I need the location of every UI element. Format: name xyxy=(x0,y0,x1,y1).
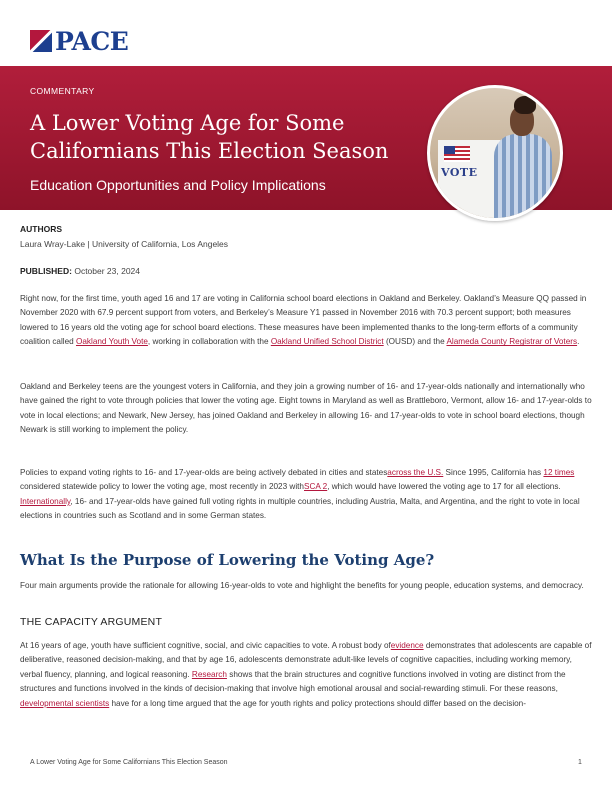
published-date: October 23, 2024 xyxy=(74,266,141,276)
logo-text: PACE xyxy=(55,26,129,56)
text: , 16- and 17-year-olds have gained full voting rights in multiple countries, including Austria, Malta, and Argentina, and the right to vote in local elections in countries such as Scotland and in some German states. xyxy=(20,496,580,521)
link-internationally[interactable]: Internationally xyxy=(20,496,71,506)
vote-sign: VOTE xyxy=(441,166,478,179)
paragraph-policies xyxy=(20,466,592,524)
page-number: 1 xyxy=(578,759,582,766)
link-across-us[interactable]: across the U.S. xyxy=(387,468,444,477)
page-title: A Lower Voting Age for Some Californians This Election Season xyxy=(30,111,389,163)
pace-logo-icon xyxy=(30,30,52,52)
link-alameda-registrar[interactable]: Alameda County Registrar of Voters xyxy=(446,337,578,347)
link-12-times[interactable]: 12 times xyxy=(543,468,575,477)
paragraph-capacity xyxy=(20,639,592,711)
voter-photo xyxy=(427,85,563,221)
text: Policies to expand voting rights to 16- and 17-year-olds are being actively debated in cities and states xyxy=(20,468,388,477)
text: Right now, for the first time, youth aged 16 and 17 are voting in California school board elections in Oakland and Berkeley. Oakland’s Measure QQ passed in November 2020 with 67.9 percent support from voters, and Berkeley’s Measure Y1 passed in November 2016 with 70.3 percent support; both measures lowered to 16 years old the voting age for school board elections. These measures have been implemented thanks to the long-term efforts of a community coalition called xyxy=(20,294,587,347)
text: shows that the brain structures and cognitive functions involved in voting are distinct from the structures and functions involved in the kinds of decision-making that involve high emotional arousal and social-rewarding stimuli. For these reasons, xyxy=(20,669,566,694)
section-heading: What Is the Purpose of Lowering the Voting Age? xyxy=(20,551,435,569)
us-flag-icon xyxy=(444,146,470,162)
authors-heading: AUTHORS xyxy=(20,224,63,234)
text: , which would have lowered the voting age to 17 for all elections. xyxy=(327,482,561,492)
link-developmental-scientists[interactable]: developmental scientists xyxy=(20,698,110,708)
link-ousd[interactable]: Oakland Unified School District xyxy=(270,337,384,347)
text: considered statewide policy to lower the voting age, most recently in 2023 with xyxy=(20,482,304,492)
subsection-heading: THE CAPACITY ARGUMENT xyxy=(20,616,163,628)
text: (OUSD) and the xyxy=(383,337,447,347)
paragraph-youngest-voters: Oakland and Berkeley teens are the youngest voters in California, and they join a growing number of 16- and 17-year-olds nationally and internationally who have gained the right to vote through policies that lower the voting age. Eight towns in Maryland as well as Brattleboro, Vermont, allow 16- and 17-year-olds to vote in local elections; and Newark, New Jersey, has joined Oakland and Berkeley in allowing 16- and 17-year-olds to vote in school board elections, though Newark is still working to implement the policy. xyxy=(20,382,592,435)
published-line xyxy=(20,266,140,276)
text: have for a long time argued that the age for youth rights and policy protections should differ based on the decision- xyxy=(109,698,526,708)
link-research[interactable]: Research xyxy=(191,669,227,679)
page-subtitle: Education Opportunities and Policy Implications xyxy=(30,177,326,193)
text: demonstrates that adolescents are capable of deliberative, reasoned decision-making, and that by age 16, adolescents demonstrate adult-like levels of cognitive capacities, including working memory, verbal fluency, planning, and logical reasoning. xyxy=(20,641,592,679)
pace-logo[interactable] xyxy=(30,28,128,54)
link-sca-2[interactable]: SCA 2 xyxy=(304,482,328,492)
kicker-label: COMMENTARY xyxy=(30,86,95,96)
voter-figure xyxy=(494,134,552,221)
link-oakland-youth-vote[interactable]: Oakland Youth Vote xyxy=(75,337,148,347)
paragraph-intro xyxy=(20,292,592,350)
text: , working in collaboration with the xyxy=(147,337,271,347)
text: . xyxy=(577,337,580,347)
link-evidence[interactable]: evidence xyxy=(390,641,424,650)
text: Since 1995, California has xyxy=(443,468,544,477)
published-label: PUBLISHED: xyxy=(20,266,72,276)
paragraph-four-arguments: Four main arguments provide the rationale for allowing 16-year-olds to vote and highlight the benefits for young people, education systems, and democracy. xyxy=(20,581,584,590)
text: At 16 years of age, youth have sufficient cognitive, social, and civic capacities to vote. A robust body of xyxy=(20,641,391,650)
authors-list: Laura Wray-Lake | University of California, Los Angeles xyxy=(20,239,229,249)
voter-hair xyxy=(514,96,536,114)
footer-title: A Lower Voting Age for Some Californians This Election Season xyxy=(30,759,228,766)
